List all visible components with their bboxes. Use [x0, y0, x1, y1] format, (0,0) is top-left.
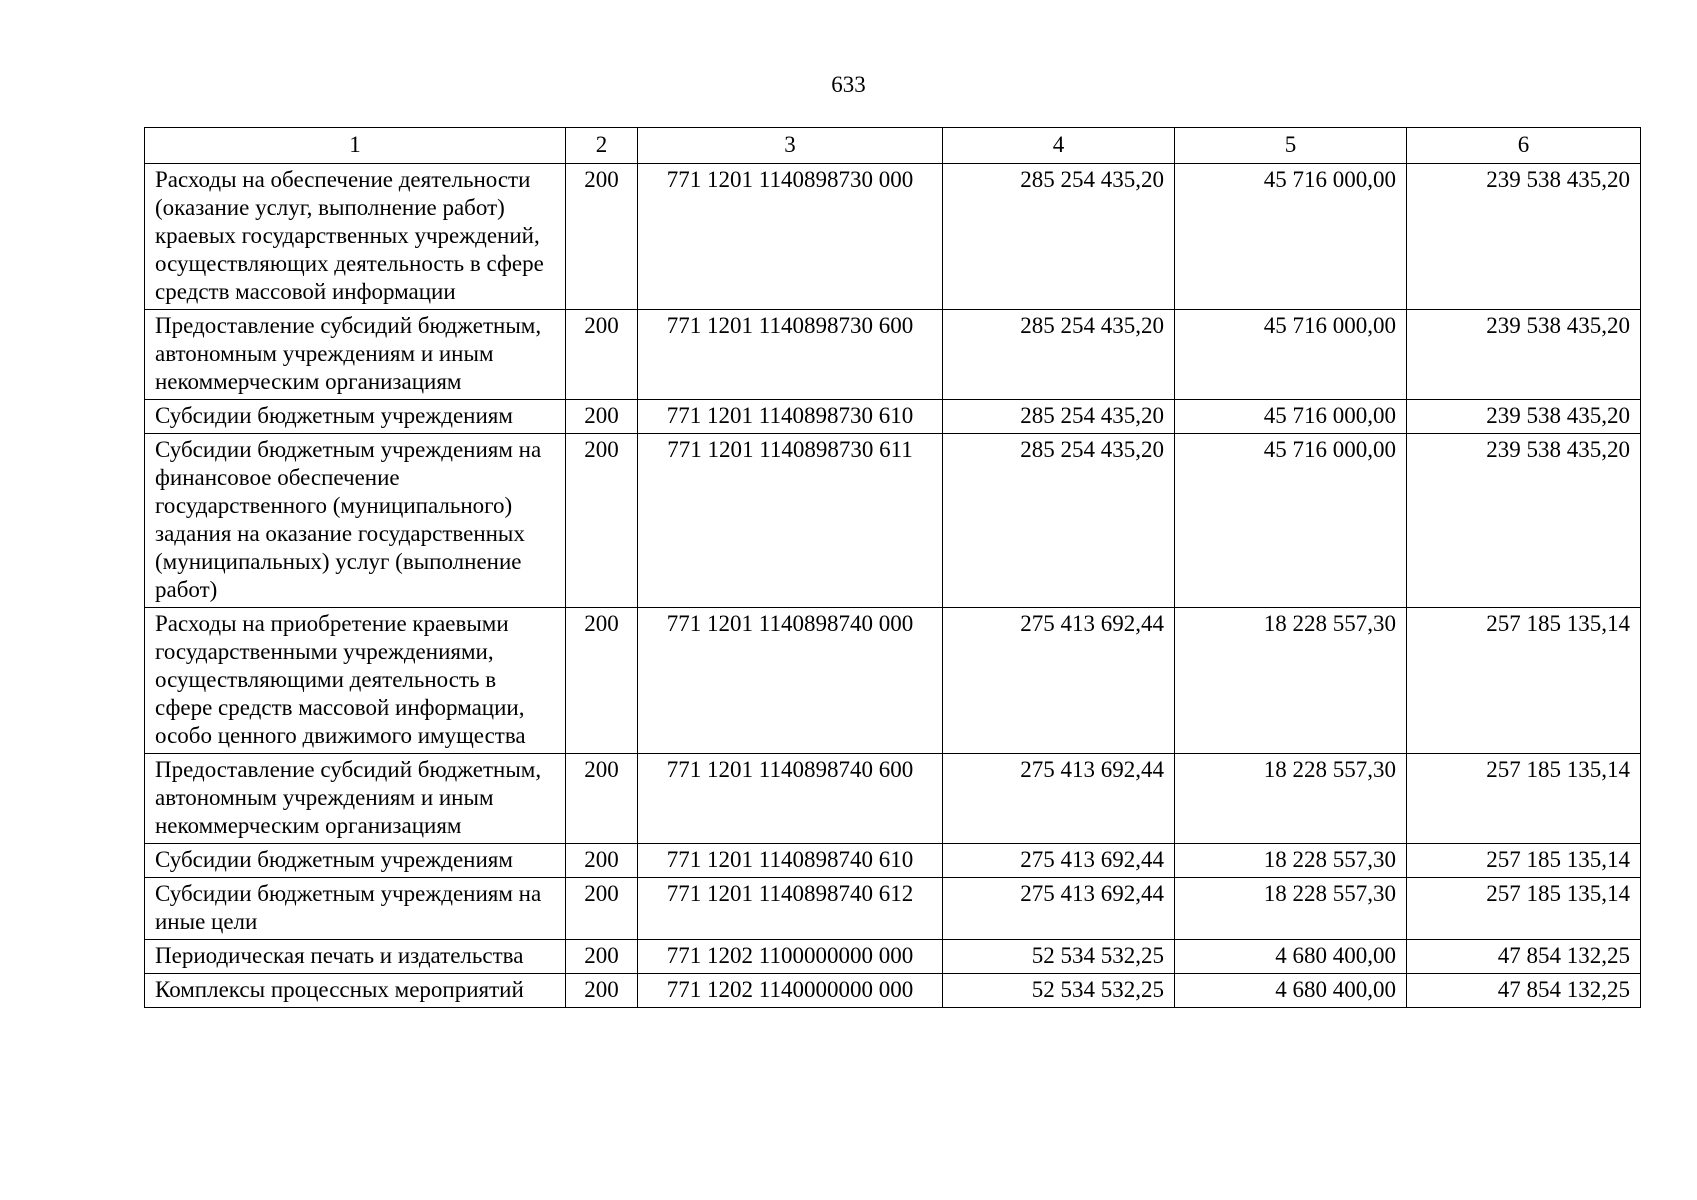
header-col-3: 3 [638, 128, 943, 164]
row-name: Периодическая печать и издательства [145, 940, 566, 974]
row-col4: 285 254 435,20 [943, 400, 1175, 434]
row-classification: 771 1201 1140898740 612 [638, 878, 943, 940]
row-col5: 45 716 000,00 [1175, 400, 1407, 434]
header-col-4: 4 [943, 128, 1175, 164]
row-col4: 52 534 532,25 [943, 940, 1175, 974]
table-row [145, 974, 1641, 1008]
row-col6: 47 854 132,25 [1407, 974, 1641, 1008]
row-name: Субсидии бюджетным учреждениям [145, 844, 566, 878]
row-col5: 4 680 400,00 [1175, 940, 1407, 974]
row-col4: 275 413 692,44 [943, 878, 1175, 940]
row-col6: 47 854 132,25 [1407, 940, 1641, 974]
table-row [145, 608, 1641, 754]
row-col4: 285 254 435,20 [943, 164, 1175, 310]
table-row [145, 310, 1641, 400]
row-col5: 45 716 000,00 [1175, 310, 1407, 400]
row-classification: 771 1201 1140898740 610 [638, 844, 943, 878]
row-name: Расходы на приобретение краевыми государственными учреждениями, осуществляющими деятельность в сфере средств массовой информации, особо ценного движимого имущества [145, 608, 566, 754]
row-col4: 285 254 435,20 [943, 434, 1175, 608]
header-col-1: 1 [145, 128, 566, 164]
table-row [145, 754, 1641, 844]
row-col5: 45 716 000,00 [1175, 434, 1407, 608]
row-col5: 18 228 557,30 [1175, 844, 1407, 878]
row-col4: 275 413 692,44 [943, 754, 1175, 844]
row-code: 200 [566, 878, 638, 940]
row-name: Комплексы процессных мероприятий [145, 974, 566, 1008]
row-col6: 257 185 135,14 [1407, 844, 1641, 878]
row-col5: 4 680 400,00 [1175, 974, 1407, 1008]
row-col5: 18 228 557,30 [1175, 754, 1407, 844]
row-col5: 18 228 557,30 [1175, 608, 1407, 754]
row-code: 200 [566, 974, 638, 1008]
row-name: Субсидии бюджетным учреждениям на финансовое обеспечение государственного (муниципального) задания на оказание государственных (муниципальных) услуг (выполнение работ) [145, 434, 566, 608]
row-name: Предоставление субсидий бюджетным, автономным учреждениям и иным некоммерческим организациям [145, 310, 566, 400]
header-row [145, 128, 1641, 164]
row-classification: 771 1201 1140898730 000 [638, 164, 943, 310]
page-number: 633 [831, 72, 866, 97]
row-col6: 257 185 135,14 [1407, 608, 1641, 754]
table-row [145, 434, 1641, 608]
header-col-5: 5 [1175, 128, 1407, 164]
row-code: 200 [566, 164, 638, 310]
row-name: Расходы на обеспечение деятельности (оказание услуг, выполнение работ) краевых государственных учреждений, осуществляющих деятельность в сфере средств массовой информации [145, 164, 566, 310]
row-col4: 52 534 532,25 [943, 974, 1175, 1008]
table-row [145, 844, 1641, 878]
row-col6: 239 538 435,20 [1407, 164, 1641, 310]
row-code: 200 [566, 754, 638, 844]
row-name: Субсидии бюджетным учреждениям [145, 400, 566, 434]
row-col6: 257 185 135,14 [1407, 754, 1641, 844]
header-col-6: 6 [1407, 128, 1641, 164]
row-code: 200 [566, 310, 638, 400]
row-code: 200 [566, 434, 638, 608]
row-classification: 771 1202 1100000000 000 [638, 940, 943, 974]
row-code: 200 [566, 400, 638, 434]
table-row [145, 878, 1641, 940]
row-col6: 239 538 435,20 [1407, 434, 1641, 608]
row-code: 200 [566, 844, 638, 878]
row-col5: 18 228 557,30 [1175, 878, 1407, 940]
table-row [145, 940, 1641, 974]
row-classification: 771 1201 1140898740 600 [638, 754, 943, 844]
row-classification: 771 1201 1140898730 611 [638, 434, 943, 608]
row-col6: 239 538 435,20 [1407, 310, 1641, 400]
row-name: Предоставление субсидий бюджетным, автономным учреждениям и иным некоммерческим организациям [145, 754, 566, 844]
row-code: 200 [566, 940, 638, 974]
row-col6: 239 538 435,20 [1407, 400, 1641, 434]
row-name: Субсидии бюджетным учреждениям на иные цели [145, 878, 566, 940]
row-col4: 275 413 692,44 [943, 844, 1175, 878]
row-col6: 257 185 135,14 [1407, 878, 1641, 940]
row-col4: 275 413 692,44 [943, 608, 1175, 754]
table-row [145, 400, 1641, 434]
table-row [145, 164, 1641, 310]
row-classification: 771 1202 1140000000 000 [638, 974, 943, 1008]
row-classification: 771 1201 1140898730 600 [638, 310, 943, 400]
row-col5: 45 716 000,00 [1175, 164, 1407, 310]
budget-table [144, 127, 1641, 1008]
row-col4: 285 254 435,20 [943, 310, 1175, 400]
row-code: 200 [566, 608, 638, 754]
row-classification: 771 1201 1140898730 610 [638, 400, 943, 434]
row-classification: 771 1201 1140898740 000 [638, 608, 943, 754]
header-col-2: 2 [566, 128, 638, 164]
